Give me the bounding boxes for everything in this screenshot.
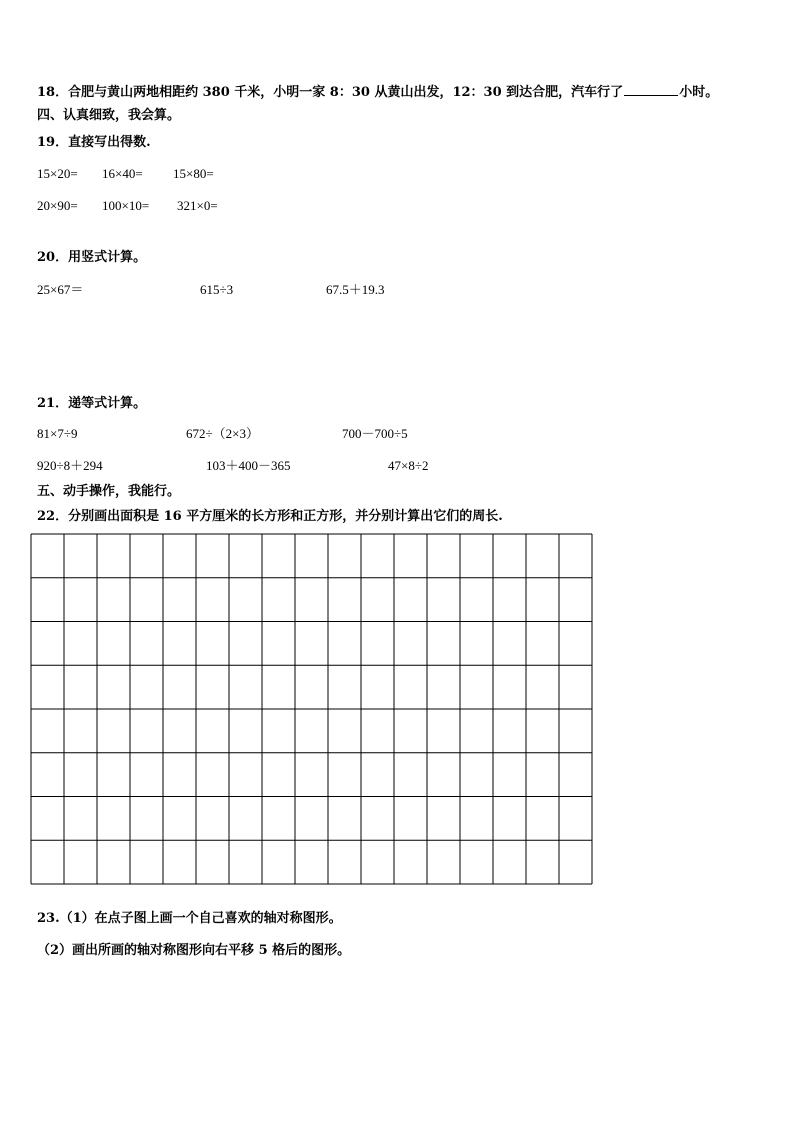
q19-expr-4: 20×90= — [37, 198, 78, 213]
q20-expr-3: 67.5＋19.3 — [326, 282, 385, 297]
question-18-text: 18．合肥与黄山两地相距约 380 千米，小明一家 8：30 从黄山出发，12：30 到达合肥，汽车行了 — [37, 85, 624, 100]
q19-expr-3: 15×80= — [173, 166, 214, 181]
q21-expr-1: 81×7÷9 — [37, 426, 78, 441]
section-4-heading: 四、认真细致，我会算。 — [37, 108, 181, 123]
q21-expr-2: 672÷（2×3） — [186, 426, 259, 441]
q19-expr-5: 100×10= — [102, 198, 150, 213]
question-21-title: 21．递等式计算。 — [37, 396, 147, 411]
question-22-title: 22．分别画出面积是 16 平方厘米的长方形和正方形，并分别计算出它们的周长. — [37, 509, 503, 524]
q21-expr-4: 920÷8＋294 — [37, 458, 103, 473]
q21-expr-5: 103＋400－365 — [206, 458, 291, 473]
q21-expr-3: 700－700÷5 — [342, 426, 408, 441]
question-18-unit: 小时。 — [679, 85, 719, 100]
question-23-part-1: 23.（1）在点子图上画一个自己喜欢的轴对称图形。 — [37, 911, 342, 926]
q19-expr-6: 321×0= — [177, 198, 218, 213]
question-18 — [37, 83, 718, 102]
question-23-part-2: （2）画出所画的轴对称图形向右平移 5 格后的图形。 — [37, 943, 351, 958]
section-5-heading: 五、动手操作，我能行。 — [37, 484, 181, 499]
answer-blank[interactable] — [624, 83, 678, 96]
q21-expr-6: 47×8÷2 — [388, 458, 429, 473]
question-20-title: 20．用竖式计算。 — [37, 250, 147, 265]
q19-expr-1: 15×20= — [37, 166, 78, 181]
q20-expr-2: 615÷3 — [200, 282, 234, 297]
q20-expr-1: 25×67＝ — [37, 282, 84, 297]
q19-expr-2: 16×40= — [102, 166, 143, 181]
question-19-title: 19．直接写出得数. — [37, 135, 151, 150]
square-grid[interactable] — [30, 533, 593, 885]
